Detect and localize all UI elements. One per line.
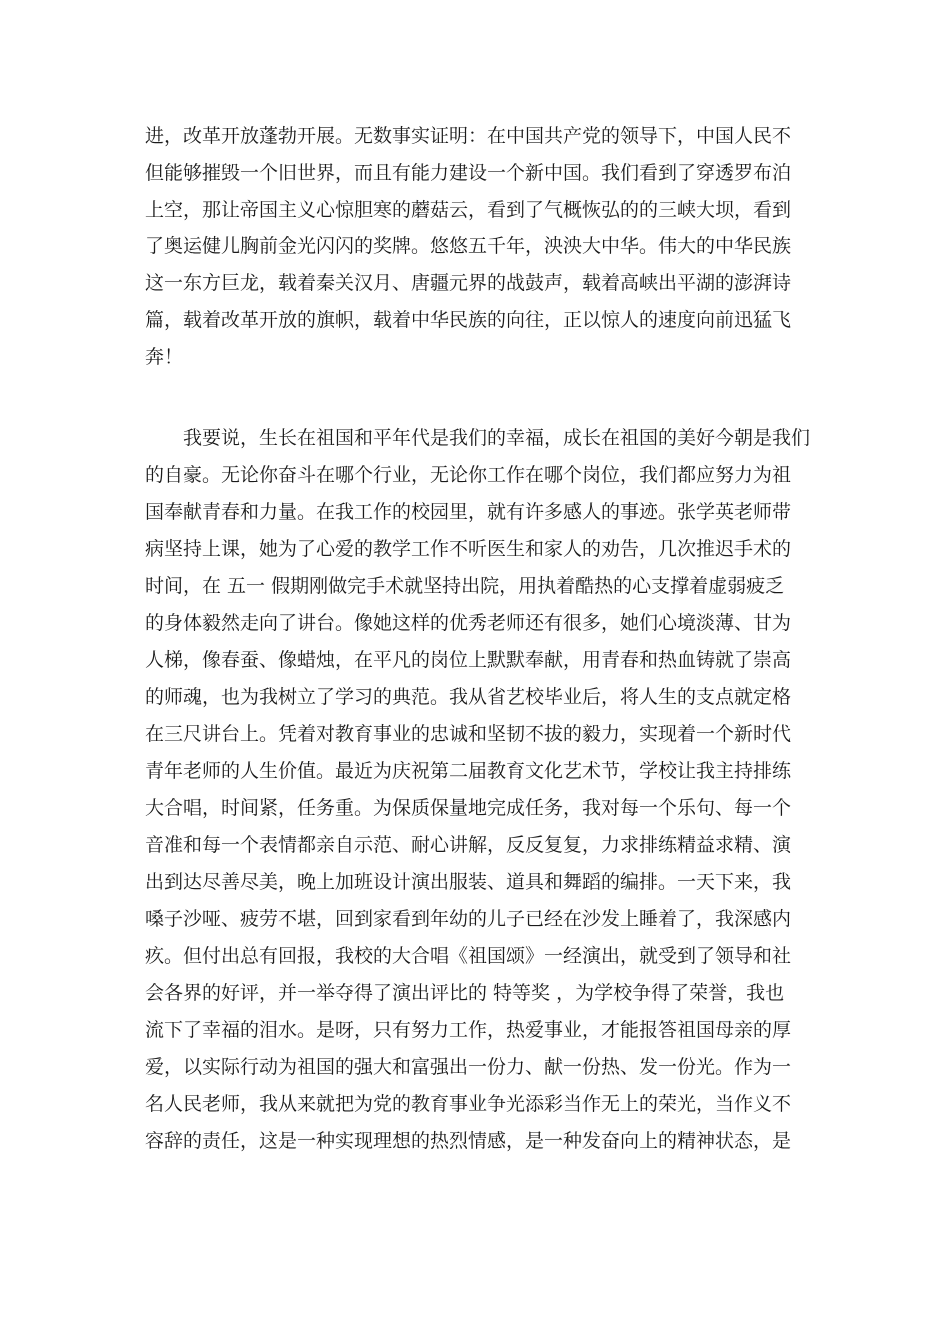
paragraph-1-line-2: 但能够摧毁一个旧世界，而且有能力建设一个新中国。我们看到了穿透罗布泊 <box>145 162 792 184</box>
paragraph-2-line-14: 嗓子沙哑、疲劳不堪，回到家看到年幼的儿子已经在沙发上睡着了，我深感内 <box>145 908 792 930</box>
paragraph-2-line-19: 名人民老师，我从来就把为党的教育事业争光添彩当作无上的荣光，当作义不 <box>145 1093 792 1115</box>
paragraph-1-line-6: 篇，载着改革开放的旗帜，载着中华民族的向往，正以惊人的速度向前迅猛飞 <box>145 309 792 331</box>
paragraph-2-line-5: 时间，在 五一 假期刚做完手术就坚持出院，用执着酷热的心支撑着虚弱疲乏 <box>145 575 785 597</box>
paragraph-2-line-1: 我要说，生长在祖国和平年代是我们的幸福，成长在祖国的美好今朝是我们 <box>145 427 811 449</box>
paragraph-2-line-20: 容辞的责任，这是一种实现理想的热烈情感，是一种发奋向上的精神状态，是 <box>145 1130 792 1152</box>
paragraph-2-line-3: 国奉献青春和力量。在我工作的校园里，就有许多感人的事迹。张学英老师带 <box>145 501 792 523</box>
paragraph-2-line-15: 疚。但付出总有回报，我校的大合唱《祖国颂》一经演出，就受到了领导和社 <box>145 945 792 967</box>
paragraph-1-line-7: 奔！ <box>145 346 184 368</box>
paragraph-2-line-12: 音准和每一个表情都亲自示范、耐心讲解，反反复复，力求排练精益求精、演 <box>145 834 792 856</box>
paragraph-2-line-13: 出到达尽善尽美，晚上加班设计演出服装、道具和舞蹈的编排。一天下来，我 <box>145 871 792 893</box>
paragraph-2-line-16: 会各界的好评，并一举夺得了演出评比的 特等奖 ，为学校争得了荣誉，我也 <box>145 982 785 1004</box>
paragraph-2-line-4: 病坚持上课，她为了心爱的教学工作不听医生和家人的劝告，几次推迟手术的 <box>145 538 792 560</box>
paragraph-1-line-4: 了奥运健儿胸前金光闪闪的奖牌。悠悠五千年，泱泱大中华。伟大的中华民族 <box>145 235 792 257</box>
paragraph-1-line-3: 上空，那让帝国主义心惊胆寒的蘑菇云，看到了气概恢弘的的三峡大坝，看到 <box>145 199 792 221</box>
paragraph-2-line-9: 在三尺讲台上。凭着对教育事业的忠诚和坚韧不拔的毅力，实现着一个新时代 <box>145 723 792 745</box>
paragraph-2-line-8: 的师魂，也为我树立了学习的典范。我从省艺校毕业后，将人生的支点就定格 <box>145 686 792 708</box>
paragraph-2-line-11: 大合唱，时间紧，任务重。为保质保量地完成任务，我对每一个乐句、每一个 <box>145 797 792 819</box>
paragraph-2-line-7: 人梯，像春蚕、像蜡烛，在平凡的岗位上默默奉献，用青春和热血铸就了崇高 <box>145 649 792 671</box>
paragraph-2-line-18: 爱，以实际行动为祖国的强大和富强出一份力、献一份热、发一份光。作为一 <box>145 1056 792 1078</box>
paragraph-2-line-6: 的身体毅然走向了讲台。像她这样的优秀老师还有很多，她们心境淡薄、甘为 <box>145 612 792 634</box>
paragraph-2-line-17: 流下了幸福的泪水。是呀，只有努力工作，热爱事业，才能报答祖国母亲的厚 <box>145 1019 792 1041</box>
paragraph-1-line-5: 这一东方巨龙，载着秦关汉月、唐疆元界的战鼓声，载着高峡出平湖的澎湃诗 <box>145 272 792 294</box>
paragraph-2-line-2: 的自豪。无论你奋斗在哪个行业，无论你工作在哪个岗位，我们都应努力为祖 <box>145 464 792 486</box>
paragraph-2-line-10: 青年老师的人生价值。最近为庆祝第二届教育文化艺术节，学校让我主持排练 <box>145 760 792 782</box>
paragraph-1-line-1: 进，改革开放蓬勃开展。无数事实证明：在中国共产党的领导下，中国人民不 <box>145 125 792 147</box>
